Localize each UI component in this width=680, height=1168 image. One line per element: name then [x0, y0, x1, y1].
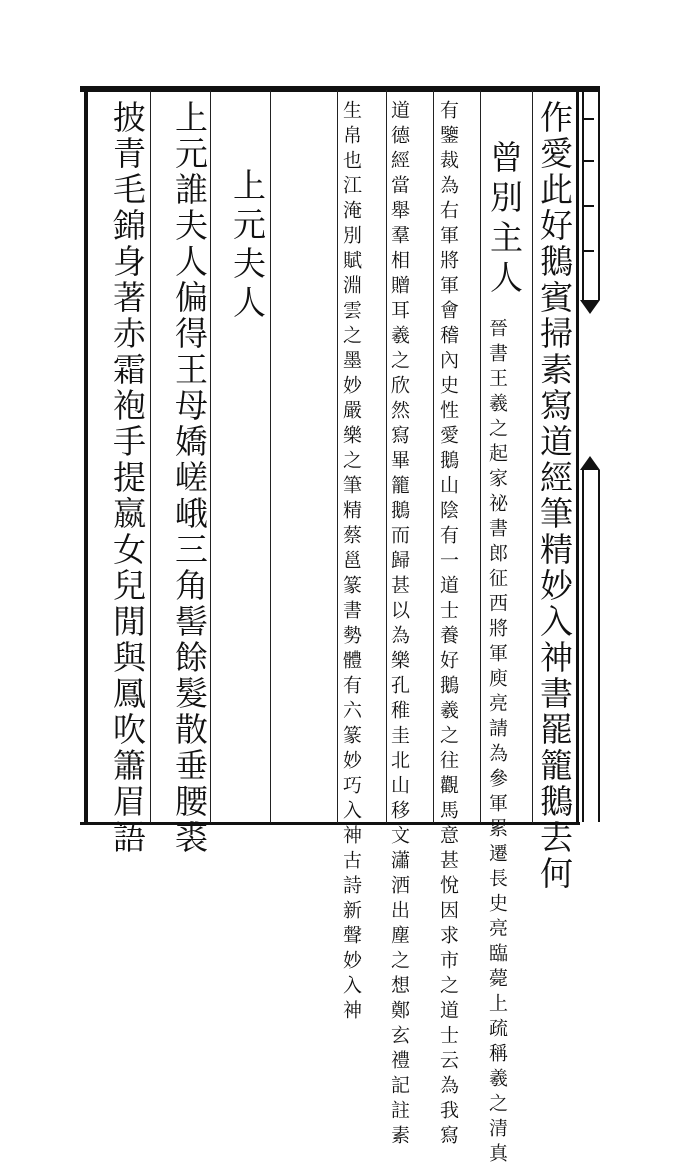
column-rule [433, 90, 434, 823]
column-rule [480, 90, 481, 823]
text-column-2: 曾別主人 [485, 140, 524, 300]
annotation-column-2: 有鑒裁為右軍將軍會稽內史性愛鵝山陰有一道士養好鵝羲之往觀馬意甚悅因求市之道士云為我寫 [437, 100, 459, 1150]
poem-column-1: 上元誰夫人偏得王母嬌嵯峨三角髻餘髮散垂腰裘 [170, 100, 209, 856]
frame-left-border [84, 86, 88, 825]
fold-margin-upper [582, 90, 600, 300]
frame-right-border [576, 86, 579, 825]
fold-mark [584, 205, 594, 207]
column-rule [150, 90, 151, 823]
fold-mark [584, 160, 594, 162]
fold-margin-lower [582, 470, 600, 822]
section-heading: 上元夫人 [228, 168, 267, 324]
poem-column-2: 披青毛錦身著赤霜袍手提嬴女兒閒與鳳吹簫眉語 [108, 100, 147, 856]
text-column-1: 作愛此好鵝賓掃素寫道經筆精妙入神書罷籠鵝去何 [535, 100, 574, 892]
column-rule [337, 90, 338, 823]
annotation-column-1: 晉書王羲之起家祕書郎征西將軍庾亮請為參軍累遷長史亮臨薨上疏稱羲之清真 [486, 318, 508, 1168]
fold-mark [584, 118, 594, 120]
column-rule [270, 90, 271, 823]
fold-mark [584, 250, 594, 252]
annotation-column-4: 生帛也江淹別賦淵雲之墨妙嚴樂之筆精蔡邕篆書勢體有六篆妙巧入神古詩新聲妙入神 [340, 100, 362, 1025]
frame-top-border [80, 86, 600, 92]
column-rule [210, 90, 211, 823]
fish-tail-lower [580, 456, 600, 470]
column-rule [386, 90, 387, 823]
annotation-column-3: 道德經當舉羣相贈耳羲之欣然寫畢籠鵝而歸甚以為樂孔稚圭北山移文瀟洒出塵之想鄭玄禮記註素 [388, 100, 410, 1150]
fish-tail-upper [580, 300, 600, 314]
